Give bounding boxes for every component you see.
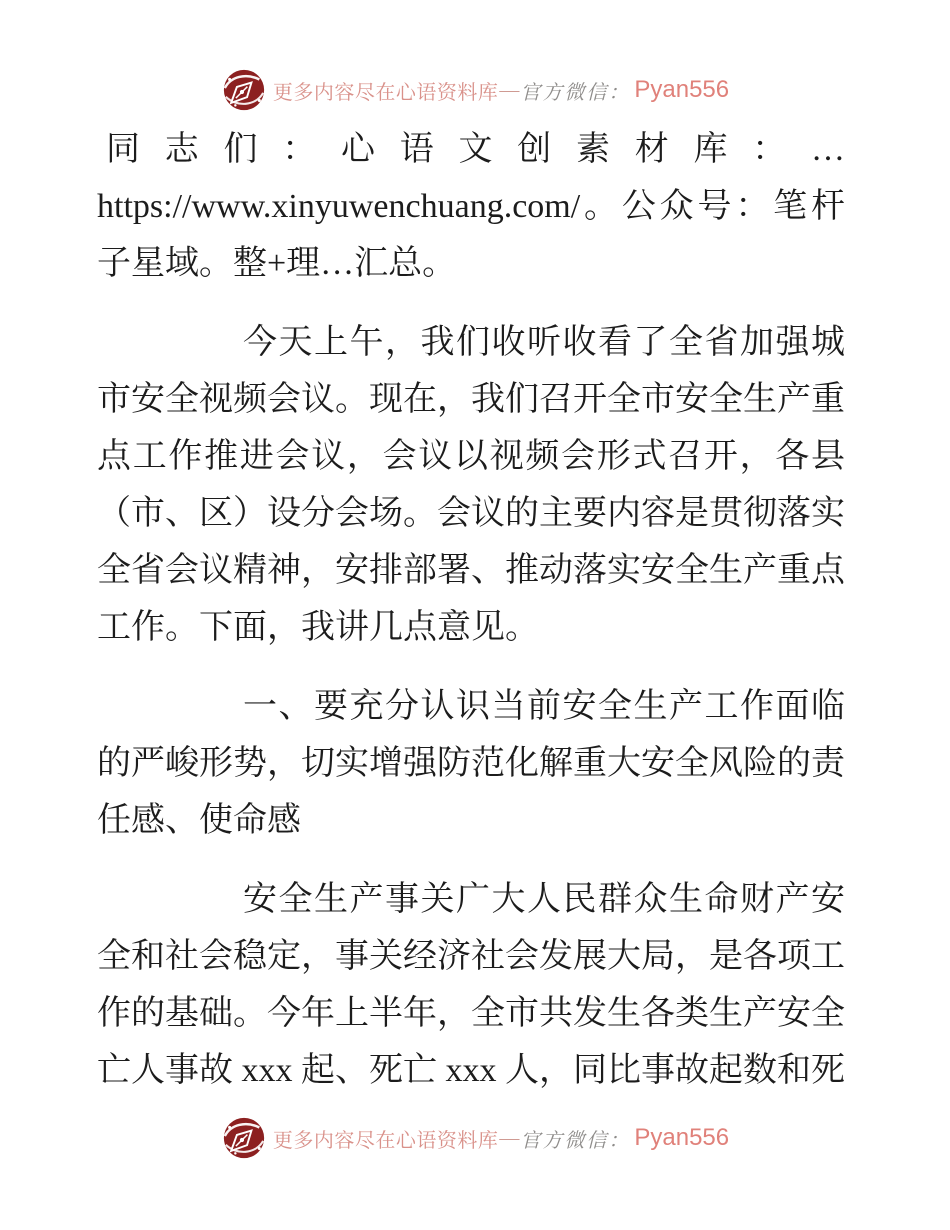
wechat-id: Pyan556 xyxy=(634,1124,730,1151)
footer-watermark xyxy=(0,1114,950,1162)
wechat-label: 官方微信： xyxy=(520,1129,631,1152)
paragraph-source-note: 同志们：心语文创素材库：…https://www.xinyuwenchuang.com/。公众号：笔杆子星域。整+理…汇总。 xyxy=(97,131,845,282)
document-body xyxy=(97,121,845,1121)
watermark-separator: — xyxy=(499,78,520,101)
wechat-label: 官方微信： xyxy=(520,81,631,104)
watermark-separator: — xyxy=(499,1126,520,1149)
paragraph-section-heading: 一、要充分认识当前安全生产工作面临的严峻形势，切实增强防范化解重大安全风险的责任感、使命感 xyxy=(97,688,845,839)
header-watermark xyxy=(0,66,950,114)
watermark-text: 更多内容尽在心语资料库 xyxy=(272,81,499,104)
paragraph-opening: 今天上午，我们收听收看了全省加强城市安全视频会议。现在，我们召开全市安全生产重点工作推进会议，会议以视频会形式召开，各县（市、区）设分会场。会议的主要内容是贯彻落实全省会议精神，安排部署、推动落实安全生产重点工作。下面，我讲几点意见。 xyxy=(97,324,845,646)
wechat-id: Pyan556 xyxy=(634,76,730,103)
pen-nib-logo-icon xyxy=(221,66,267,114)
watermark-text: 更多内容尽在心语资料库 xyxy=(272,1129,499,1152)
paragraph-section-body: 安全生产事关广大人民群众生命财产安全和社会稳定，事关经济社会发展大局，是各项工作的基础。今年上半年，全市共发生各类生产安全亡人事故 xxx 起、死亡 xxx 人，同比事故起数和死 xyxy=(97,881,845,1089)
pen-nib-logo-icon xyxy=(221,1114,267,1162)
